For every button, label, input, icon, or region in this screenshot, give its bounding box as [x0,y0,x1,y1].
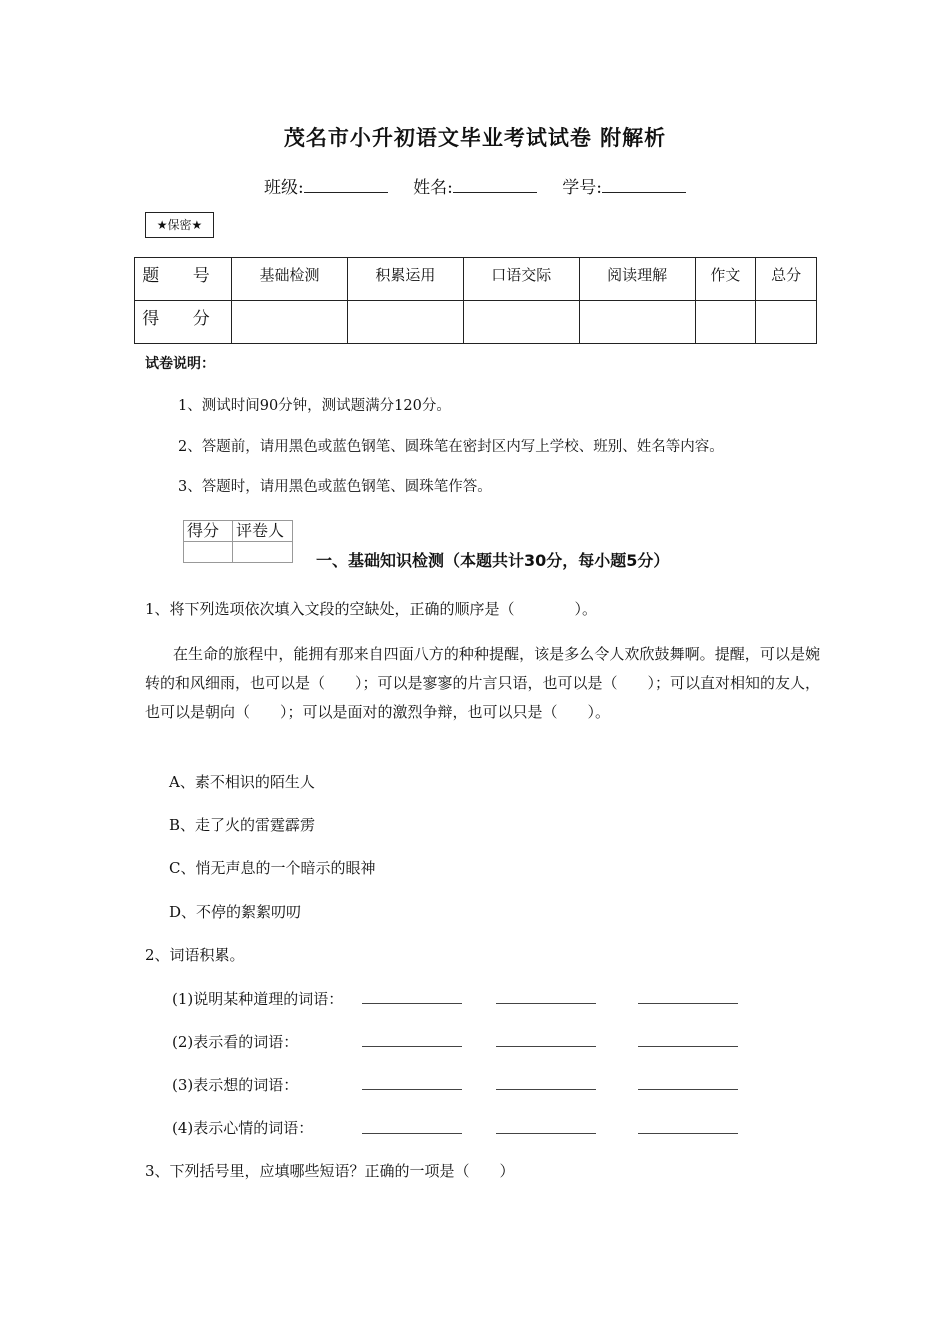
vocab-item-2-label: (2)表示看的词语： [172,1033,299,1051]
confidential-badge: ★保密★ [145,212,214,238]
answer-blank[interactable] [638,1133,738,1134]
option-d: D、不停的絮絮叨叨 [169,903,302,921]
score-cell[interactable] [756,301,817,344]
score-table-header-row [135,258,817,301]
score-header-cell: 题 号 [135,258,232,301]
id-label: 学号: [562,178,602,198]
score-cell[interactable] [695,301,756,344]
grader-score-cell[interactable] [184,542,233,563]
option-c: C、悄无声息的一个暗示的眼神 [169,859,376,877]
grader-name-cell[interactable] [233,542,293,563]
question-1-passage: 在生命的旅程中，能拥有那来自四面八方的种种提醒，该是多么令人欢欣鼓舞啊。提醒，可以是婉转的和风细雨，也可以是（ ）；可以是寥寥的片言只语，也可以是（ ）；可以直对相知的友人，也可以是朝向（ ）；可以是面对的激烈争辩，也可以只是（ ）。 [145,645,821,721]
answer-blank[interactable] [362,1046,462,1047]
score-header-cell: 积累运用 [347,258,463,301]
grader-score-label: 得分 [184,521,233,542]
exam-title: 茂名市小升初语文毕业考试试卷 附解析 [283,126,667,150]
option-b: B、走了火的雷霆霹雳 [169,816,316,834]
answer-blank[interactable] [496,1003,596,1004]
answer-blank[interactable] [496,1089,596,1090]
instruction-item: 1、测试时间90分钟，测试题满分120分。 [178,398,451,414]
score-table [134,257,817,344]
answer-blank[interactable] [362,1003,462,1004]
section-title: 一、基础知识检测（本题共计30分，每小题5分） [316,551,670,570]
grader-name-label: 评卷人 [233,521,293,542]
id-blank[interactable] [602,177,686,193]
score-header-cell: 口语交际 [463,258,579,301]
question-1-stem: 1、将下列选项依次填入文段的空缺处，正确的顺序是（ ）。 [145,600,598,618]
answer-blank[interactable] [638,1046,738,1047]
class-blank[interactable] [304,177,388,193]
answer-blank[interactable] [496,1046,596,1047]
score-cell[interactable] [232,301,348,344]
option-a: A、素不相识的陌生人 [169,773,315,791]
answer-blank[interactable] [362,1089,462,1090]
score-row-label: 得 分 [135,301,232,344]
score-header-cell: 基础检测 [232,258,348,301]
instruction-item: 3、答题时，请用黑色或蓝色钢笔、圆珠笔作答。 [178,479,492,495]
answer-blank[interactable] [638,1089,738,1090]
score-header-cell: 总分 [756,258,817,301]
class-label: 班级: [263,178,304,198]
question-2-stem: 2、词语积累。 [145,946,245,964]
vocab-item-4-label: (4)表示心情的词语： [172,1119,314,1137]
question-3-stem: 3、下列括号里，应填哪些短语？正确的一项是（ ） [145,1162,515,1180]
vocab-item-1-label: (1)说明某种道理的词语： [172,990,344,1008]
answer-blank[interactable] [638,1003,738,1004]
score-cell[interactable] [463,301,579,344]
score-cell[interactable] [347,301,463,344]
student-info-row [0,173,950,198]
name-label: 姓名: [413,178,453,198]
vocab-item-3-label: (3)表示想的词语： [172,1076,299,1094]
answer-blank[interactable] [362,1133,462,1134]
score-header-cell: 阅读理解 [579,258,695,301]
instructions-title: 试卷说明： [145,356,215,372]
score-cell[interactable] [579,301,695,344]
score-table-score-row [135,301,817,344]
answer-blank[interactable] [496,1133,596,1134]
grader-table [183,520,293,563]
name-blank[interactable] [453,177,537,193]
instruction-item: 2、答题前，请用黑色或蓝色钢笔、圆珠笔在密封区内写上学校、班别、姓名等内容。 [178,439,724,455]
score-header-cell: 作文 [695,258,756,301]
